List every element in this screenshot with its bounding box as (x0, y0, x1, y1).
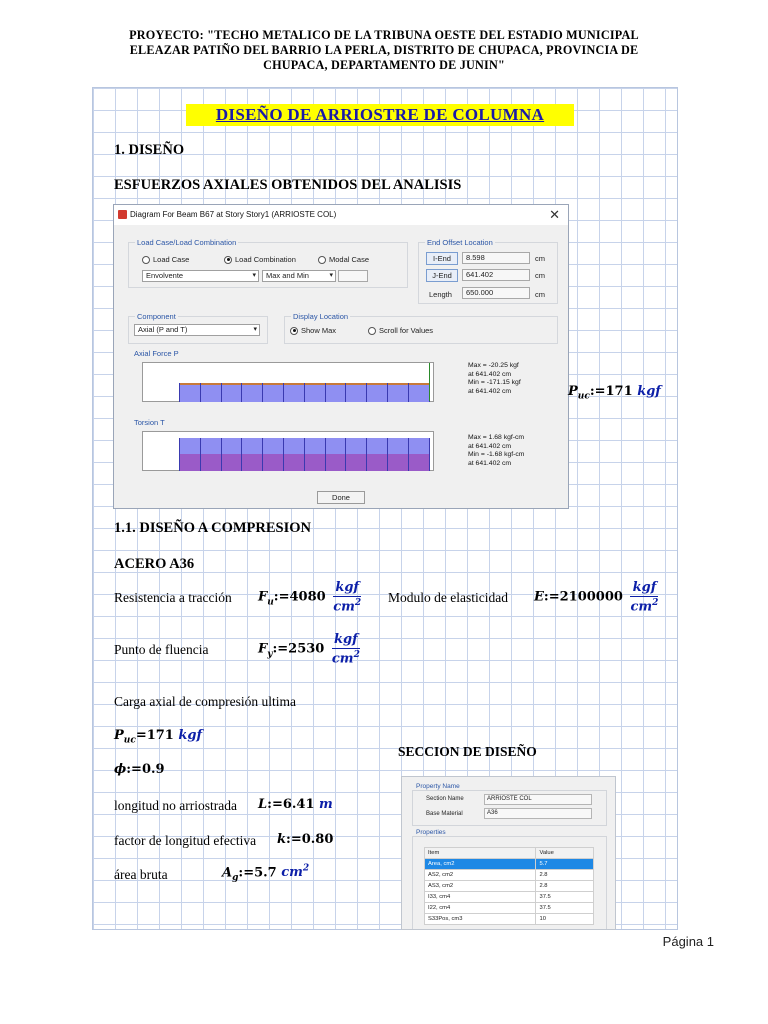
axial-ann-3: Min = -171.15 kgf (468, 379, 521, 386)
e-unit-exp: 2 (652, 598, 659, 608)
longitud-label: longitud no arriostrada (114, 798, 237, 813)
e-value: 2100000 (559, 589, 623, 605)
table-row[interactable] (425, 870, 594, 881)
puc-var: P (114, 728, 124, 743)
e-unit (630, 580, 658, 614)
resistencia-label: Resistencia a tracción (114, 590, 232, 605)
puc-side-assign: := (589, 384, 606, 399)
page-number: Página 1 (662, 934, 714, 949)
dialog-titlebar (114, 205, 568, 225)
l-assign: := (267, 797, 283, 812)
radio-modal-case-label: Modal Case (329, 255, 370, 264)
chevron-down-icon: ▾ (252, 272, 256, 279)
axial-annotation (468, 362, 521, 396)
fy-unit (332, 632, 360, 666)
puc-assign: = (135, 728, 147, 743)
fu-sub: u (267, 597, 274, 608)
properties-table (424, 847, 594, 925)
row-item: S33Pos, cm3 (425, 914, 536, 925)
col-item-header: Item (425, 848, 536, 859)
col-value-header: Value (536, 848, 594, 859)
station-line (304, 438, 305, 471)
station-line (429, 438, 430, 471)
close-icon[interactable]: ✕ (549, 207, 560, 222)
base-material-label: Base Material (426, 811, 463, 817)
section-1-heading: 1. DISEÑO (114, 142, 185, 158)
component-group-label: Component (137, 312, 176, 321)
properties-group-label: Properties (416, 829, 446, 836)
torsion-ann-1: Max = 1.68 kgf-cm (468, 434, 525, 441)
ag-assign: := (238, 865, 255, 881)
section-1-1-heading: 1.1. DISEÑO A COMPRESION (114, 520, 311, 536)
radio-scroll-values[interactable] (368, 326, 433, 335)
app-icon (118, 210, 127, 219)
station-line (325, 438, 326, 471)
row-value: 10 (536, 914, 594, 925)
station-line (387, 438, 388, 471)
station-line (241, 438, 242, 471)
row-value: 37.5 (536, 903, 594, 914)
fy-value: 2530 (288, 641, 325, 657)
station-line (304, 383, 305, 402)
station-line (221, 383, 222, 402)
fy-unit-num: kgf (332, 632, 360, 649)
display-location-group-label: Display Location (293, 312, 349, 321)
section-name-field[interactable]: ARRIOSTE COL (484, 794, 592, 805)
radio-show-max-label: Show Max (301, 326, 337, 335)
fu-var: F (258, 589, 268, 605)
station-line (345, 383, 346, 402)
i-end-button[interactable]: I-End (426, 252, 458, 265)
station-line (179, 383, 180, 402)
row-item: AS2, cm2 (425, 870, 536, 881)
l-value: 6.41 (282, 797, 315, 812)
puc-side-unit: kgf (637, 384, 661, 399)
fu-assign: := (273, 589, 290, 605)
modulo-label: Modulo de elasticidad (388, 590, 508, 605)
radio-modal-case-dot[interactable] (318, 256, 326, 264)
property-name-group-label: Property Name (416, 783, 460, 790)
torsion-ann-4: at 641.402 cm (468, 459, 512, 467)
radio-load-combination-dot[interactable] (224, 256, 232, 264)
fu-equation (258, 580, 361, 614)
station-line (387, 383, 388, 402)
ag-sub: g (232, 872, 239, 883)
length-unit: cm (535, 290, 545, 299)
puc-unit: kgf (178, 728, 203, 743)
station-line (221, 438, 222, 471)
phi-assign: := (126, 762, 142, 777)
project-header (100, 28, 668, 73)
e-equation (534, 580, 658, 614)
radio-show-max-dot[interactable] (290, 327, 298, 335)
station-line (345, 438, 346, 471)
radio-load-case-label: Load Case (153, 255, 190, 264)
l-var: L (258, 797, 268, 812)
row-value: 2.8 (536, 870, 594, 881)
load-case-group-label: Load Case/Load Combination (137, 238, 237, 247)
k-var: k (277, 832, 287, 847)
l-equation (258, 797, 333, 812)
ag-unit: cm (281, 865, 303, 881)
fluencia-label: Punto de fluencia (114, 642, 209, 657)
section-property-panel (401, 776, 616, 930)
table-row[interactable] (425, 859, 594, 870)
mode-input[interactable] (338, 270, 368, 282)
end-offset-group-label: End Offset Location (427, 238, 493, 247)
puc-side-value: 171 (605, 384, 633, 399)
page-title: DISEÑO DE ARRIOSTRE DE COLUMNA (186, 104, 574, 126)
header-line-2: ELEAZAR PATIÑO DEL BARRIO LA PERLA, DISTRITO DE CHUPACA, PROVINCIA DE (129, 43, 639, 57)
k-value: 0.80 (301, 832, 334, 847)
phi-var: ϕ (114, 762, 127, 777)
table-row[interactable] (425, 903, 594, 914)
l-unit: m (319, 797, 333, 812)
station-line (262, 438, 263, 471)
row-item: I22, cm4 (425, 903, 536, 914)
seccion-diseno-heading: SECCION DE DISEÑO (398, 744, 537, 759)
done-button[interactable]: Done (317, 491, 365, 504)
fu-unit (333, 580, 361, 614)
row-item: Area, cm2 (425, 859, 536, 870)
row-value: 37.5 (536, 892, 594, 903)
torsion-annotation (468, 434, 524, 468)
length-input[interactable]: 650.000 (462, 287, 530, 299)
torsion-ann-2: at 641.402 cm (468, 442, 512, 450)
phi-equation (114, 762, 165, 777)
fu-value: 4080 (289, 589, 326, 605)
fy-sub: y (267, 649, 273, 660)
radio-scroll-values-label: Scroll for Values (379, 326, 434, 335)
radio-load-case-dot[interactable] (142, 256, 150, 264)
table-row[interactable] (425, 892, 594, 903)
station-line (283, 438, 284, 471)
section-1-subheading: ESFUERZOS AXIALES OBTENIDOS DEL ANALISIS (114, 177, 462, 193)
length-label: Length (429, 290, 452, 299)
puc-side-var: P (568, 384, 578, 399)
ag-equation (222, 864, 309, 883)
e-assign: := (543, 589, 560, 605)
chevron-down-icon: ▾ (253, 326, 257, 333)
load-combination-value: Envolvente (146, 271, 184, 280)
carga-axial-label: Carga axial de compresión ultima (114, 694, 296, 709)
factor-label: factor de longitud efectiva (114, 833, 257, 848)
axial-ann-1: Max = -20.25 kgf (468, 362, 519, 369)
ag-unit-exp: 2 (302, 864, 310, 874)
beam-diagram-dialog (113, 204, 569, 509)
station-line (408, 383, 409, 402)
radio-load-combination[interactable] (224, 255, 296, 264)
j-end-button[interactable]: J-End (426, 269, 458, 282)
max-min-value: Max and Min (266, 271, 309, 280)
ag-value: 5.7 (254, 865, 277, 881)
station-line (262, 383, 263, 402)
i-end-input[interactable]: 8.598 (462, 252, 530, 264)
radio-show-max[interactable] (290, 326, 336, 335)
table-row[interactable] (425, 881, 594, 892)
base-material-field[interactable]: A36 (484, 808, 592, 819)
station-line (179, 438, 180, 471)
row-value: 5.7 (536, 859, 594, 870)
fy-unit-exp: 2 (353, 650, 360, 660)
fy-assign: := (272, 641, 289, 657)
radio-modal-case[interactable] (318, 255, 369, 264)
station-line (325, 383, 326, 402)
puc-side-sub: uc (577, 391, 590, 402)
component-select[interactable] (134, 324, 260, 336)
fy-equation (258, 632, 360, 666)
e-var: E (534, 589, 544, 605)
j-end-input[interactable]: 641.402 (462, 269, 530, 281)
phi-value: 0.9 (141, 762, 165, 777)
header-line-1: PROYECTO: "TECHO METALICO DE LA TRIBUNA OESTE DEL ESTADIO MUNICIPAL (129, 28, 639, 42)
row-value: 2.8 (536, 881, 594, 892)
puc-side-equation (568, 384, 661, 402)
row-item: AS3, cm2 (425, 881, 536, 892)
section-name-label: Section Name (426, 796, 464, 802)
station-line (241, 383, 242, 402)
puc-sub: uc (123, 735, 136, 746)
torsion-label: Torsion T (134, 418, 165, 427)
e-unit-num: kgf (630, 580, 658, 597)
material-heading: ACERO A36 (114, 556, 195, 572)
dialog-title: Diagram For Beam B67 at Story Story1 (ARRIOSTE COL) (130, 210, 337, 219)
axial-ann-2: at 641.402 cm (468, 370, 512, 378)
j-end-unit: cm (535, 271, 545, 280)
fu-unit-den: cm (333, 599, 355, 615)
area-label: área bruta (114, 867, 168, 882)
axial-ann-4: at 641.402 cm (468, 387, 512, 395)
radio-load-case[interactable] (142, 255, 189, 264)
i-end-unit: cm (535, 254, 545, 263)
station-line (200, 383, 201, 402)
station-line (408, 438, 409, 471)
torsion-ann-3: Min = -1.68 kgf-cm (468, 451, 525, 458)
table-header-row (425, 848, 594, 859)
station-line (366, 438, 367, 471)
ag-var: A (222, 865, 233, 881)
fu-unit-num: kgf (333, 580, 361, 597)
puc-equation (114, 728, 202, 746)
fy-unit-den: cm (331, 651, 354, 667)
chevron-down-icon: ▾ (329, 272, 333, 279)
table-row[interactable] (425, 914, 594, 925)
k-assign: := (286, 832, 302, 847)
row-item: I33, cm4 (425, 892, 536, 903)
fu-unit-exp: 2 (354, 598, 362, 608)
header-line-3: CHUPACA, DEPARTAMENTO DE JUNIN" (263, 58, 505, 72)
component-value: Axial (P and T) (138, 325, 188, 334)
puc-value: 171 (146, 728, 174, 743)
load-combination-select[interactable] (142, 270, 259, 282)
max-min-select[interactable] (262, 270, 336, 282)
station-line (283, 383, 284, 402)
k-equation (277, 832, 333, 847)
e-unit-den: cm (630, 599, 653, 615)
axial-max-marker (429, 363, 430, 401)
axial-force-diagram (142, 362, 434, 402)
torsion-diagram (142, 431, 434, 471)
fy-var: F (258, 641, 268, 657)
radio-load-combination-label: Load Combination (235, 255, 296, 264)
station-line (366, 383, 367, 402)
radio-scroll-values-dot[interactable] (368, 327, 376, 335)
axial-force-label: Axial Force P (134, 349, 179, 358)
station-line (200, 438, 201, 471)
